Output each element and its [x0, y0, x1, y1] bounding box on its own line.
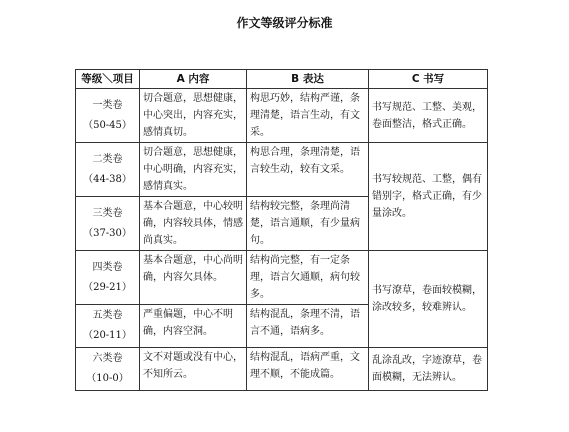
level-range: （10-0） [86, 373, 129, 384]
expression-cell: 结构较完整，条理尚清楚，语言通顺，有少量病句。 [247, 197, 369, 251]
writing-cell: 书写规范、工整、美观，卷面整洁，格式正确。 [369, 89, 488, 143]
level-cell [76, 197, 140, 251]
writing-cell: 书写较规范、工整，偶有错别字，格式正确，有少量涂改。 [369, 143, 488, 251]
level-name: 一类卷 [92, 99, 123, 111]
writing-cell: 书写潦草，卷面较模糊，涂改较多，较难辨认。 [369, 251, 488, 348]
level-name: 二类卷 [92, 153, 123, 165]
content-cell: 文不对题或没有中心，不知所云。 [140, 348, 247, 391]
level-range: （20-11） [83, 330, 132, 341]
page-title: 作文等级评分标准 [236, 16, 333, 30]
expression-cell: 结构混乱，条理不清，语言不通，语病多。 [247, 305, 369, 348]
content-cell: 切合题意，思想健康，中心明确，内容充实，感情真实。 [140, 143, 247, 197]
level-cell [76, 348, 140, 391]
header-level-item: 等级＼项目 [76, 70, 140, 89]
header-writing: C 书写 [369, 70, 488, 89]
level-name: 四类卷 [92, 261, 123, 273]
header-row [76, 70, 488, 89]
table-row [76, 348, 488, 391]
level-range: （50-45） [83, 119, 132, 131]
content-cell: 切合题意，思想健康，中心突出，内容充实，感情真切。 [140, 89, 247, 143]
expression-cell: 构思合理，条理清楚，语言较生动，较有文采。 [247, 143, 369, 197]
content-cell: 严重偏题，中心不明确，内容空洞。 [140, 305, 247, 348]
level-range: （29-21） [83, 281, 132, 293]
expression-cell: 构思巧妙，结构严谨，条理清楚，语言生动，有文采。 [247, 89, 369, 143]
content-cell: 基本合题意，中心较明确，内容较具体，情感尚真实。 [140, 197, 247, 251]
level-cell [76, 251, 140, 305]
level-cell [76, 305, 140, 348]
expression-cell: 结构尚完整，有一定条理，语言欠通顺，病句较多。 [247, 251, 369, 305]
level-name: 五类卷 [92, 310, 123, 321]
table-row [76, 143, 488, 197]
header-content: A 内容 [140, 70, 247, 89]
level-range: （37-30） [83, 227, 132, 239]
expression-cell: 结构混乱，语病严重，文理不顺，不能成篇。 [247, 348, 369, 391]
level-cell [76, 143, 140, 197]
level-cell [76, 89, 140, 143]
writing-cell: 乱涂乱改，字迹潦草，卷面模糊，无法辨认。 [369, 348, 488, 391]
level-name: 三类卷 [92, 207, 123, 219]
content-cell: 基本合题意，中心尚明确，内容欠具体。 [140, 251, 247, 305]
level-name: 六类卷 [92, 353, 123, 364]
level-range: （44-38） [83, 173, 132, 185]
scoring-table [75, 69, 488, 391]
table-row [76, 251, 488, 305]
header-expression: B 表达 [247, 70, 369, 89]
table-row [76, 89, 488, 143]
